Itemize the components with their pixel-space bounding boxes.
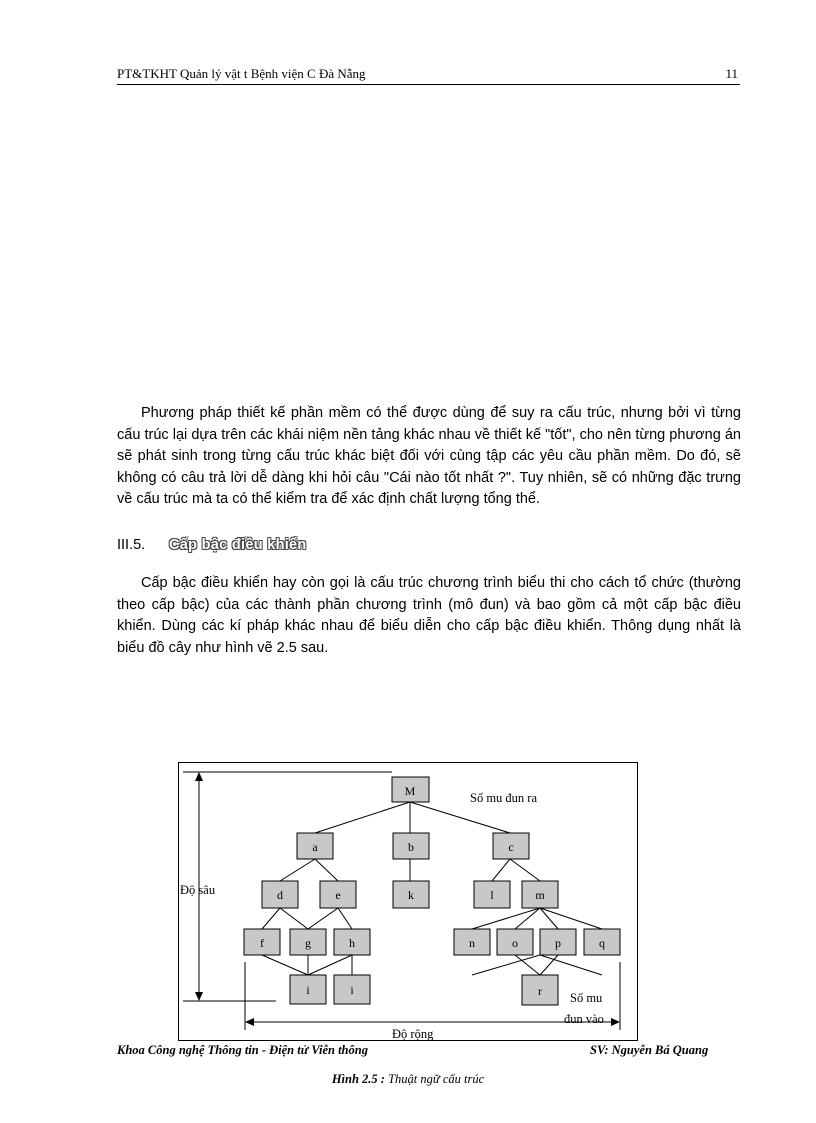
node-e: [320, 881, 356, 908]
svg-text:l: l: [490, 888, 494, 902]
node-d: [262, 881, 298, 908]
edge-n-r: [472, 955, 540, 975]
svg-text:a: a: [312, 840, 318, 854]
section-number: III.5.: [117, 537, 146, 553]
node-p: [540, 929, 576, 955]
label-fan-in-line2: đun vào: [564, 1012, 604, 1026]
node-n: [454, 929, 490, 955]
label-fan-out: Số mu đun ra: [470, 791, 538, 805]
footer-faculty: Khoa Công nghệ Thông tin - Điện tử Viễn thông: [117, 1043, 368, 1057]
node-i-2: [334, 975, 370, 1004]
node-r: [522, 975, 558, 1005]
node-g: [290, 929, 326, 955]
node-c: [493, 833, 529, 859]
edge-m-n: [472, 908, 540, 929]
edge-c-m: [510, 859, 540, 881]
node-k: [393, 881, 429, 908]
node-h: [334, 929, 370, 955]
edge-a-e: [315, 859, 338, 881]
edge-M-a: [315, 802, 410, 833]
edge-d-g: [280, 908, 308, 929]
edge-M-c: [410, 802, 510, 833]
edge-e-h: [338, 908, 352, 929]
svg-text:m: m: [535, 888, 545, 902]
svg-text:i: i: [306, 983, 310, 997]
node-q: [584, 929, 620, 955]
svg-text:q: q: [599, 936, 605, 950]
label-depth: Độ sâu: [180, 883, 216, 897]
caption-label: Hình 2.5 :: [331, 1072, 385, 1086]
paragraph-control-hierarchy: Cấp bậc điều khiển hay còn gọi là cấu trúc chương trình biểu thi cho cách tổ chức (thường theo cấp bậc) của các thành phần chương trình (mô đun) và bao gồm cả một cấp bậc điều khiển. Dùng các kí pháp khác nhau để biểu diễn cho cấp bậc điều khiển. Thông dụng nhất là biểu đồ cây như hình vẽ 2.5 sau.: [117, 575, 741, 656]
svg-text:h: h: [349, 936, 355, 950]
figure-caption: [0, 1072, 816, 1087]
svg-text:n: n: [469, 936, 475, 950]
node-l: [474, 881, 510, 908]
node-i-1: [290, 975, 326, 1004]
node-o: [497, 929, 533, 955]
edge-d-f: [262, 908, 280, 929]
paragraph-design-methods: Phương pháp thiết kế phần mềm có thể được dùng để suy ra cấu trúc, nhưng bởi vì từng cấu trúc lại dựa trên các khái niệm nền tảng khác nhau về thiết kế "tốt", cho nên từng phương án sẽ phát sinh trong từng cấu trúc khác biệt đối với cùng tập các yêu cầu phần mềm. Do đó, sẽ không có câu trả lời dễ dàng khi hỏi câu "Cái nào tốt nhất ?". Tuy nhiên, sẽ có những đặc trưng về cấu trúc mà ta có thể kiểm tra để xác định chất lượng tổng thể.: [117, 405, 741, 508]
node-m: [522, 881, 558, 908]
label-fan-in-line1: Số mu: [570, 991, 603, 1005]
label-width: Độ rộng: [392, 1027, 434, 1041]
section-title: Cấp bậc điều khiển: [169, 537, 307, 553]
node-f: [244, 929, 280, 955]
svg-text:b: b: [408, 840, 414, 854]
edge-a-d: [280, 859, 315, 881]
page-number: 11: [725, 66, 738, 81]
edge-m-o: [515, 908, 540, 929]
header-title: PT&TKHT Quản lý vật t Bệnh viện C Đà Nẵng: [117, 66, 366, 81]
svg-text:c: c: [508, 840, 514, 854]
svg-text:o: o: [512, 936, 518, 950]
svg-text:p: p: [555, 936, 561, 950]
footer-student: SV: Nguyễn Bá Quang: [590, 1043, 709, 1057]
svg-text:i: i: [350, 983, 354, 997]
edge-e-g: [308, 908, 338, 929]
edge-o-r: [515, 955, 540, 975]
svg-text:M: M: [404, 784, 416, 798]
caption-text: Thuật ngữ cấu trúc: [388, 1072, 485, 1086]
edge-f-i: [262, 955, 308, 975]
svg-text:e: e: [335, 888, 341, 902]
svg-text:k: k: [408, 888, 414, 902]
node-b: [393, 833, 429, 859]
edge-c-l: [492, 859, 510, 881]
node-M: [392, 777, 429, 802]
node-a: [297, 833, 333, 859]
svg-text:d: d: [277, 888, 283, 902]
svg-text:r: r: [538, 984, 542, 998]
svg-text:g: g: [305, 936, 311, 950]
edge-h-i: [308, 955, 352, 975]
svg-text:f: f: [260, 936, 264, 950]
